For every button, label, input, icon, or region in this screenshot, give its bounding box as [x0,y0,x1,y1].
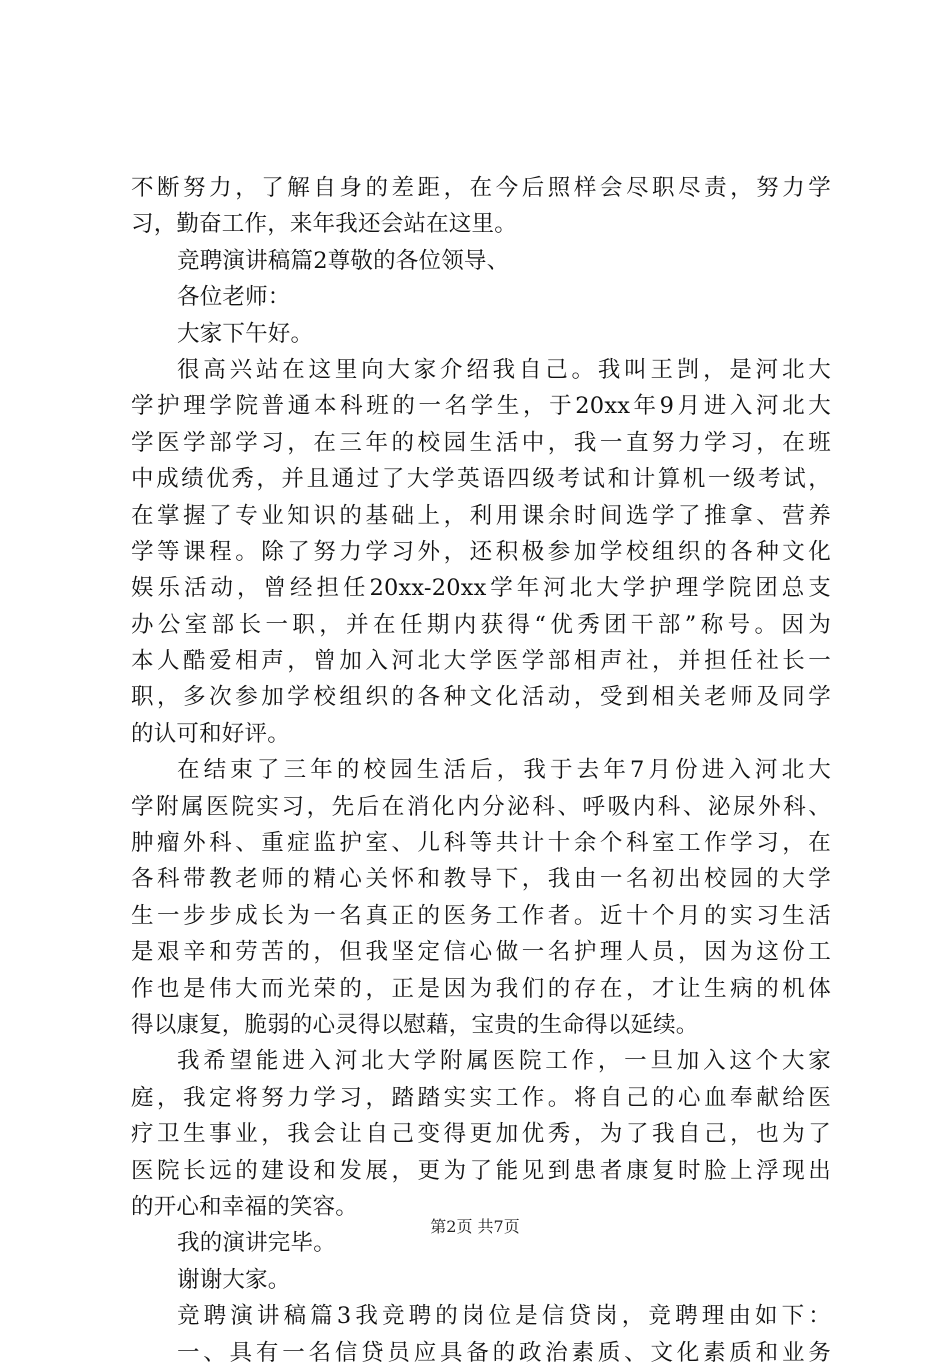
text-line: 竞聘演讲稿篇2尊敬的各位领导、 [177,247,510,274]
text-line: 我的演讲完毕。 [177,1230,336,1257]
text-line: 的开心和幸福的笑容。 [131,1193,359,1220]
text-line: 疗卫生事业，我会让自己变得更加优秀，为了我自己，也为了 [131,1121,831,1148]
text-line: 庭，我定将努力学习，踏踏实实工作。将自己的心血奉献给医 [131,1084,831,1111]
text-line: 我希望能进入河北大学附属医院工作，一旦加入这个大家 [177,1048,831,1075]
text-line: 的认可和好评。 [131,720,290,747]
text-line: 不断努力，了解自身的差距，在今后照样会尽职尽责，努力学 [131,175,831,201]
document-body [131,170,831,1371]
text-line: 中成绩优秀，并且通过了大学英语四级考试和计算机一级考试， [131,466,831,493]
text-line: 办公室部长一职，并在任期内获得“优秀团干部”称号。因为 [131,611,831,638]
text-line: 很高兴站在这里向大家介绍我自己。我叫王剀，是河北大 [177,356,831,383]
text-line: 一、具有一名信贷员应具备的政治素质、文化素质和业务 [177,1339,831,1366]
text-line: 是艰辛和劳苦的，但我坚定信心做一名护理人员，因为这份工 [131,939,831,966]
text-line: 在结束了三年的校园生活后，我于去年7月份进入河北大 [177,757,831,784]
text-line: 习，勤奋工作，来年我还会站在这里。 [131,211,517,238]
text-line: 各科带教老师的精心关怀和教导下，我由一名初出校园的大学 [131,866,831,893]
text-line: 在掌握了专业知识的基础上，利用课余时间选学了推拿、营养 [131,502,831,529]
text-line: 学附属医院实习，先后在消化内分泌科、呼吸内科、泌尿外科、 [131,793,831,820]
text-line: 医院长远的建设和发展，更为了能见到患者康复时脸上浮现出 [131,1157,831,1184]
text-line: 肿瘤外科、重症监护室、儿科等共计十余个科室工作学习，在 [131,830,831,857]
text-line: 谢谢大家。 [177,1266,291,1293]
text-line: 作也是伟大而光荣的，正是因为我们的存在，才让生病的机体 [131,975,831,1002]
text-line: 生一步步成长为一名真正的医务工作者。近十个月的实习生活 [131,902,831,929]
text-line: 各位老师： [177,284,291,311]
text-line: 学医学部学习，在三年的校园生活中，我一直努力学习，在班 [131,429,831,456]
text-line: 职，多次参加学校组织的各种文化活动，受到相关老师及同学 [131,684,831,711]
page-footer: 第2页 共7页 [430,1217,520,1236]
text-line: 竞聘演讲稿篇3我竞聘的岗位是信贷岗，竞聘理由如下： [177,1303,831,1330]
text-line: 学等课程。除了努力学习外，还积极参加学校组织的各种文化 [131,538,831,565]
text-line: 娱乐活动，曾经担任20xx-20xx学年河北大学护理学院团总支 [131,575,831,602]
text-line: 大家下午好。 [177,320,314,347]
text-line: 本人酷爱相声，曾加入河北大学医学部相声社，并担任社长一 [131,648,831,675]
text-line: 学护理学院普通本科班的一名学生，于20xx年9月进入河北大 [131,393,831,420]
text-line: 得以康复，脆弱的心灵得以慰藉，宝贵的生命得以延续。 [131,1011,699,1038]
